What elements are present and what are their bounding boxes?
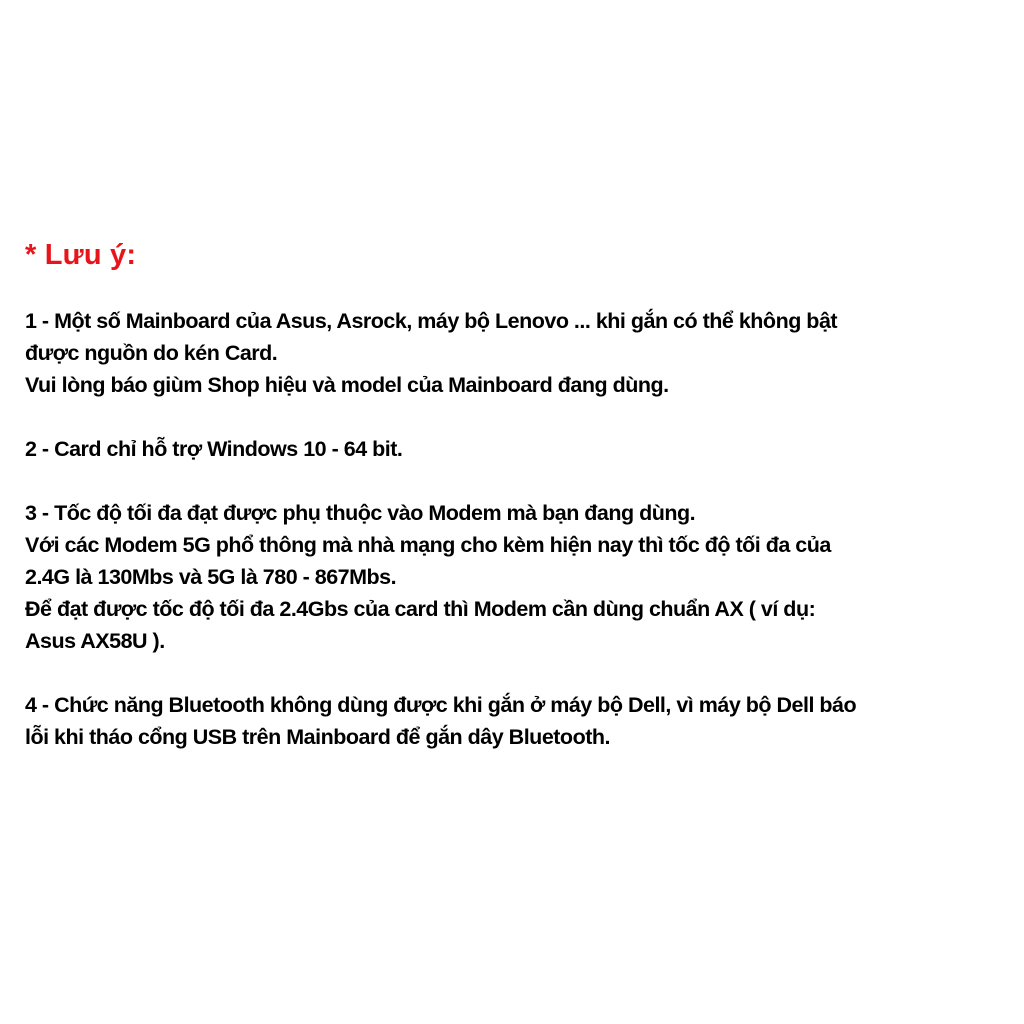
- note-1-line-1: 1 - Một số Mainboard của Asus, Asrock, máy bộ Lenovo ... khi gắn có thể không bật: [25, 309, 838, 333]
- note-2-line-1: 2 - Card chỉ hỗ trợ Windows 10 - 64 bit.: [25, 437, 403, 461]
- note-3-line-5: Asus AX58U ).: [25, 629, 165, 653]
- note-3-line-1: 3 - Tốc độ tối đa đạt được phụ thuộc vào Modem mà bạn đang dùng.: [25, 501, 696, 525]
- note-3-line-3: 2.4G là 130Mbs và 5G là 780 - 867Mbs.: [25, 565, 397, 589]
- note-1-line-3: Vui lòng báo giùm Shop hiệu và model của Mainboard đang dùng.: [25, 373, 669, 397]
- note-4-line-2: lỗi khi tháo cổng USB trên Mainboard để gắn dây Bluetooth.: [25, 725, 610, 749]
- notice-title: * Lưu ý:: [25, 239, 137, 271]
- note-3: [25, 497, 1015, 657]
- note-4-line-1: 4 - Chức năng Bluetooth không dùng được khi gắn ở máy bộ Dell, vì máy bộ Dell báo: [25, 693, 857, 717]
- note-2: [25, 433, 1015, 465]
- note-3-line-4: Để đạt được tốc độ tối đa 2.4Gbs của card thì Modem cần dùng chuẩn AX ( ví dụ:: [25, 597, 816, 621]
- notice-block: [25, 236, 1015, 753]
- note-1-line-2: được nguồn do kén Card.: [25, 341, 278, 365]
- note-4: [25, 689, 1015, 753]
- note-3-line-2: Với các Modem 5G phổ thông mà nhà mạng cho kèm hiện nay thì tốc độ tối đa của: [25, 533, 831, 557]
- note-1: [25, 305, 1015, 401]
